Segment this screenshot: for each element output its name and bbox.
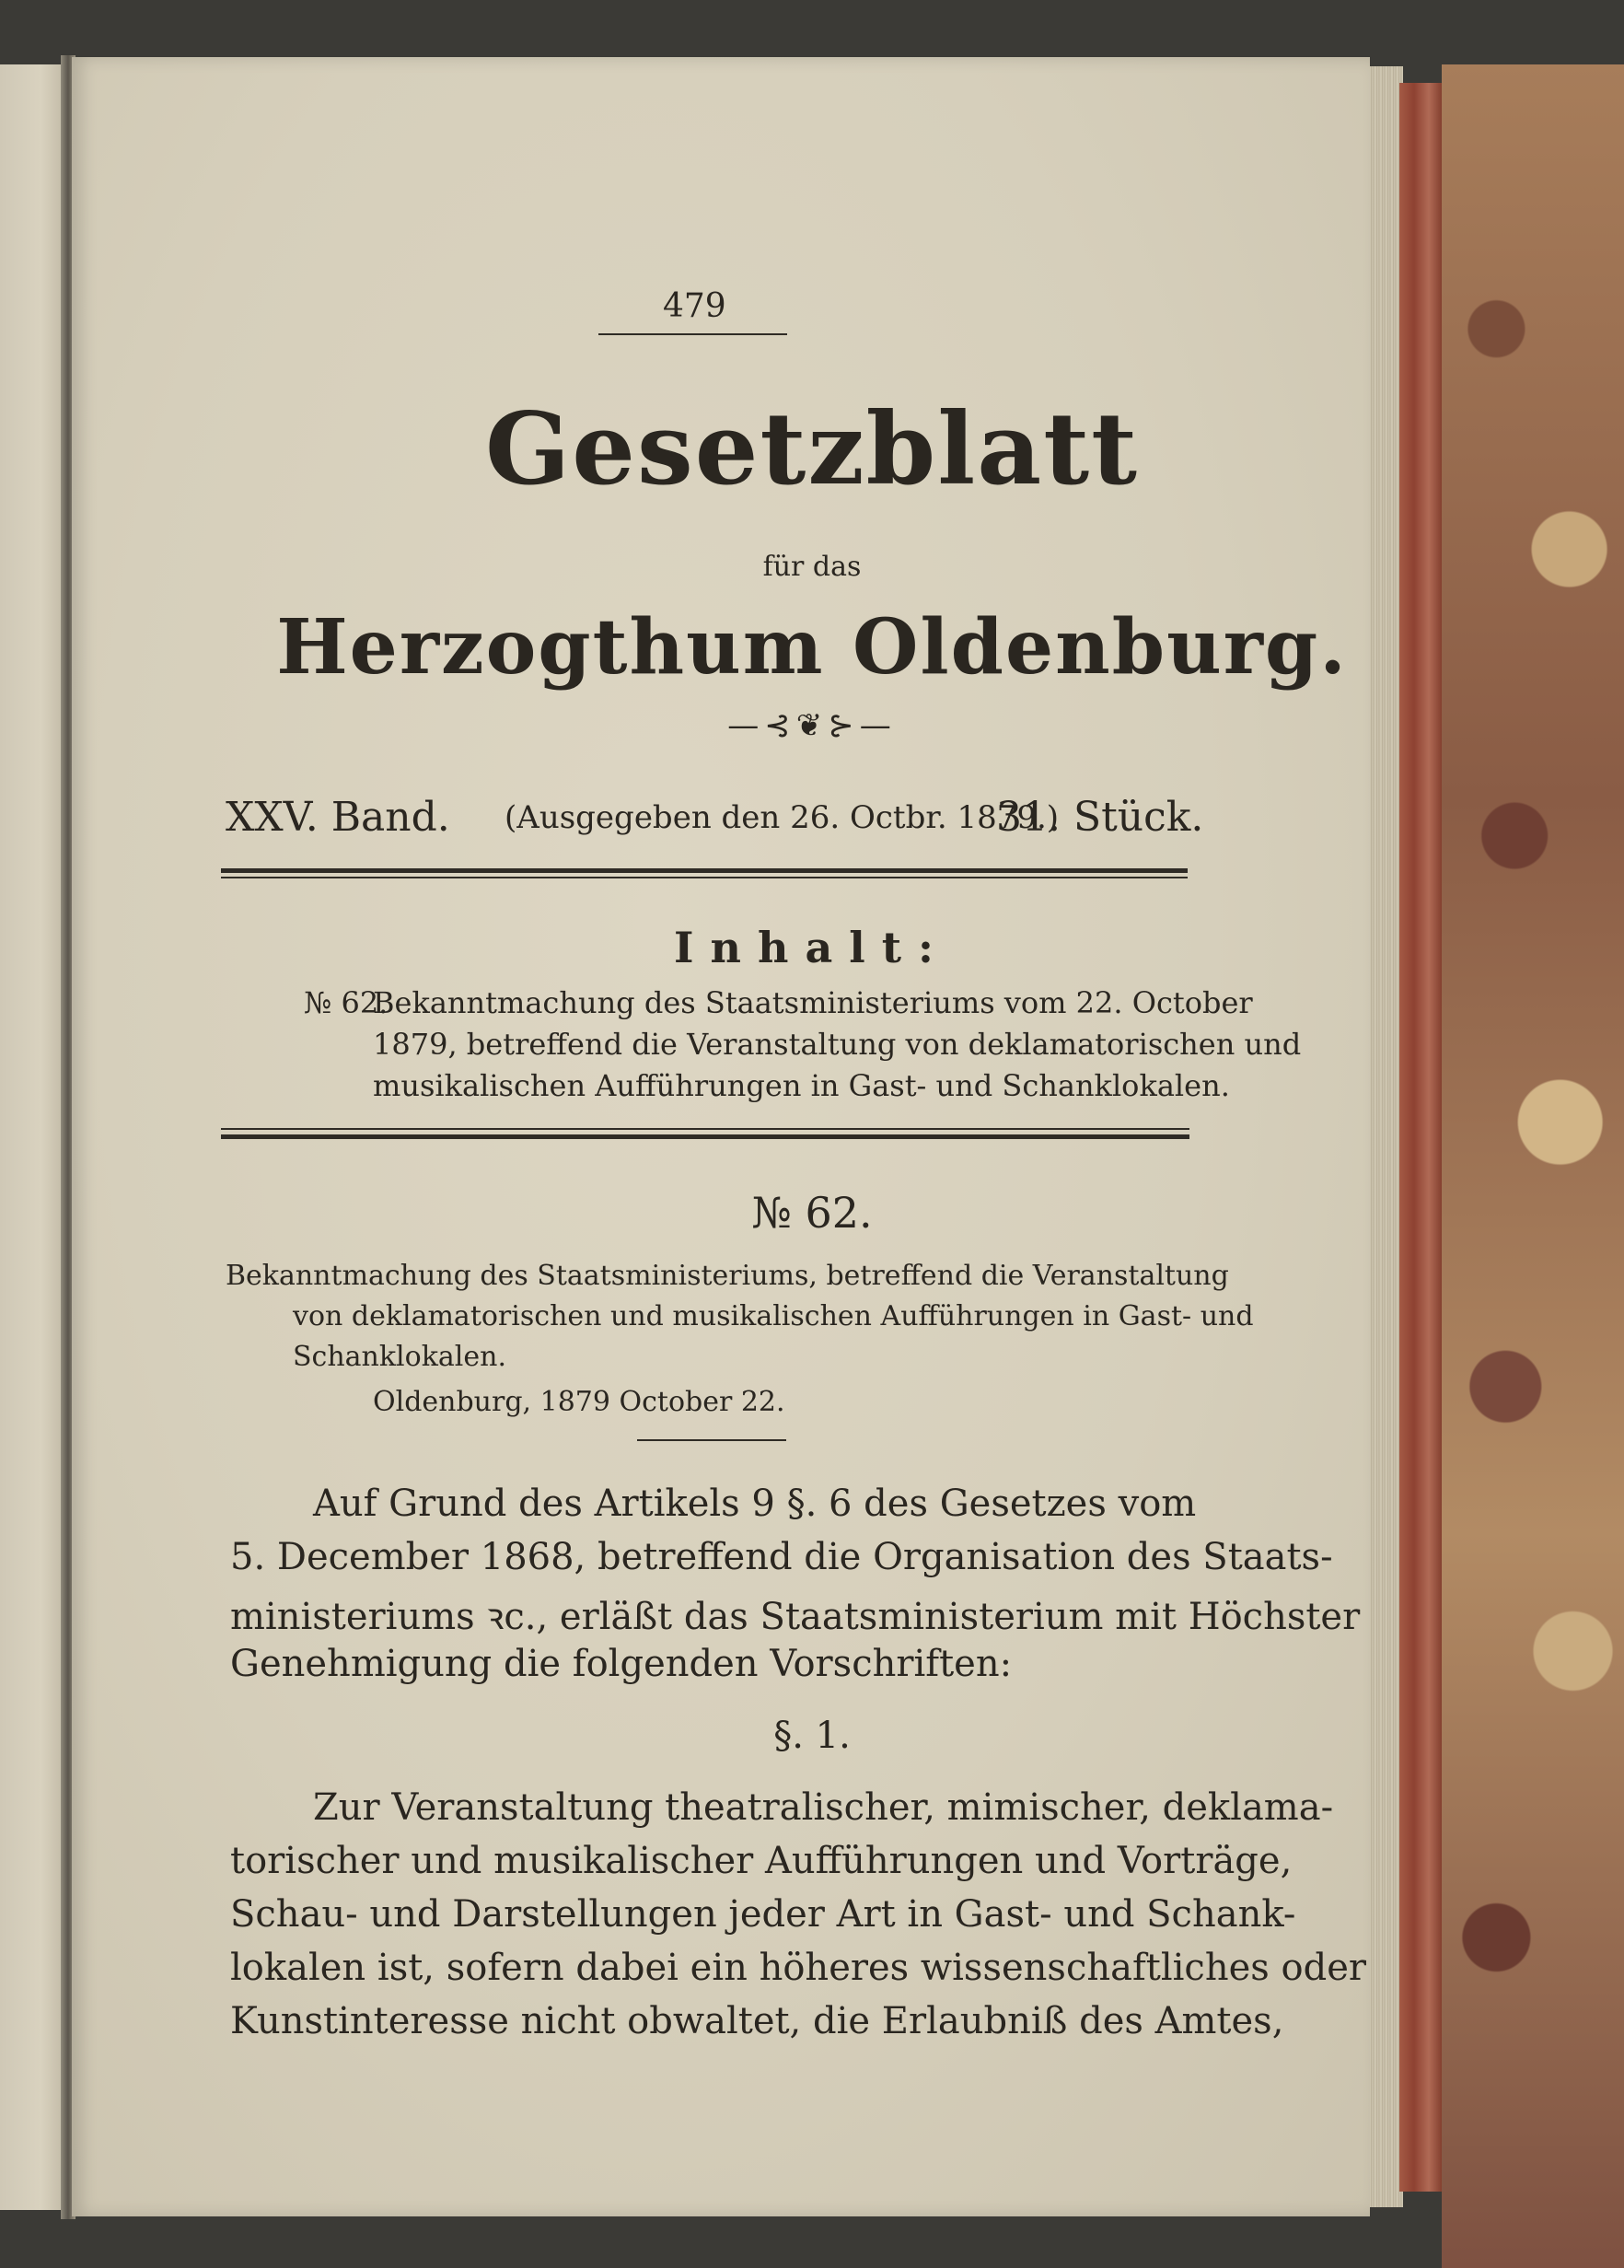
paragraph-line: Kunstinteresse nicht obwaltet, die Erlaubniß des Amtes, bbox=[230, 2000, 1284, 2042]
page-number-rule bbox=[598, 333, 787, 335]
dateline-rule bbox=[637, 1439, 786, 1441]
issue-date: (Ausgegeben den 26. Octbr. 1879.) bbox=[505, 799, 1060, 836]
gazette-subtitle-small: für das bbox=[762, 551, 862, 583]
contents-heading: Inhalt: bbox=[674, 923, 950, 972]
section-subject-line: Schanklokalen. bbox=[293, 1341, 506, 1373]
gazette-title: Gesetzblatt bbox=[485, 391, 1139, 507]
preamble-line: 5. December 1868, betreffend die Organisation des Staats- bbox=[230, 1536, 1333, 1578]
paragraph-line: Schau- und Darstellungen jeder Art in Gast- und Schank- bbox=[230, 1893, 1296, 1936]
paragraph-mark: §. 1. bbox=[773, 1715, 851, 1757]
issue-part: 31. Stück. bbox=[996, 794, 1204, 841]
contents-entry-line: 1879, betreffend die Veranstaltung von deklamatorischen und bbox=[373, 1027, 1302, 1062]
section-number: № 62. bbox=[751, 1188, 873, 1238]
section-dateline: Oldenburg, 1879 October 22. bbox=[373, 1386, 785, 1418]
preamble-line: Auf Grund des Artikels 9 §. 6 des Gesetzes vom bbox=[313, 1483, 1197, 1525]
previous-page-edge bbox=[0, 64, 68, 2210]
contents-rule-thick bbox=[221, 1134, 1189, 1139]
section-subject-line: von deklamatorischen und musikalischen Aufführungen in Gast- und bbox=[293, 1300, 1254, 1332]
preamble-line: ministeriums ꝛc., erläßt das Staatsministerium mit Höchster bbox=[230, 1596, 1361, 1638]
header-rule-thick bbox=[221, 868, 1188, 873]
paragraph-line: lokalen ist, sofern dabei ein höheres wissenschaftliches oder bbox=[230, 1947, 1366, 1989]
contents-entry-line: musikalischen Aufführungen in Gast- und Schanklokalen. bbox=[373, 1068, 1230, 1103]
preamble-line: Genehmigung die folgenden Vorschriften: bbox=[230, 1643, 1013, 1685]
section-subject-line: Bekanntmachung des Staatsministeriums, betreffend die Veranstaltung bbox=[226, 1260, 1229, 1292]
paragraph-line: Zur Veranstaltung theatralischer, mimischer, deklama- bbox=[313, 1786, 1334, 1829]
ornament-divider: —⊰❦⊱— bbox=[727, 707, 897, 744]
contents-entry-line: Bekanntmachung des Staatsministeriums vom 22. October bbox=[373, 985, 1253, 1020]
contents-entry-number: № 62. bbox=[304, 985, 389, 1020]
territory-title: Herzogthum Oldenburg. bbox=[276, 603, 1348, 692]
volume-label: XXV. Band. bbox=[226, 794, 450, 841]
contents-rule-thin bbox=[221, 1128, 1189, 1130]
page-number: 479 bbox=[663, 287, 726, 325]
paragraph-line: torischer und musikalischer Aufführungen und Vorträge, bbox=[230, 1840, 1293, 1882]
header-rule-thin bbox=[221, 877, 1188, 878]
